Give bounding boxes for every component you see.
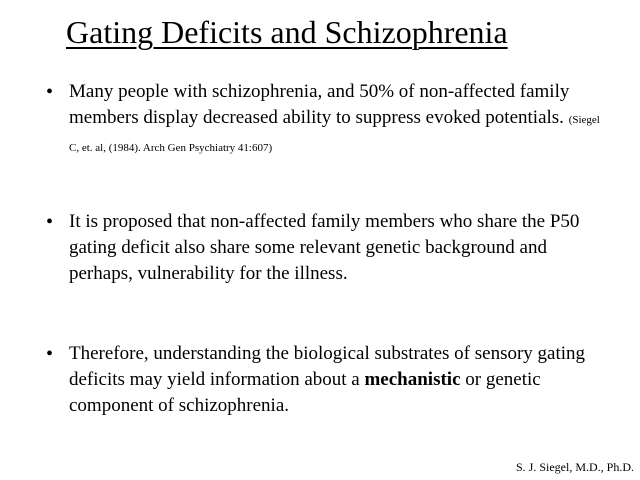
bullet-text-1-body: Many people with schizophrenia, and 50% of non-affected family members display decreased ability to suppress evoked potentials. bbox=[69, 81, 570, 128]
bullet-dot-icon: • bbox=[46, 343, 54, 365]
bullet-text-3 bbox=[69, 341, 609, 419]
author-footer: S. J. Siegel, M.D., Ph.D. bbox=[515, 460, 634, 474]
citation: (Siegel C, et. al, (1984). Arch Gen Psychiatry 41:607) bbox=[69, 114, 600, 154]
bullet-dot-icon: • bbox=[46, 81, 54, 103]
bullet-text-3-before: Therefore, understanding the biological substrates of sensory gating deficits may yield information about a bbox=[69, 343, 586, 390]
bullet-text-2: It is proposed that non-affected family members who share the P50 gating deficit also share some relevant genetic background and perhaps, vulnerability for the illness. bbox=[69, 211, 580, 284]
bullet-text-1 bbox=[69, 79, 609, 161]
bullet-text-3-after: or genetic component of schizophrenia. bbox=[69, 369, 541, 416]
slide-title: Gating Deficits and Schizophrenia bbox=[66, 14, 508, 50]
bullet-text-3-bold: mechanistic bbox=[364, 369, 461, 390]
bullet-dot-icon: • bbox=[46, 211, 54, 233]
